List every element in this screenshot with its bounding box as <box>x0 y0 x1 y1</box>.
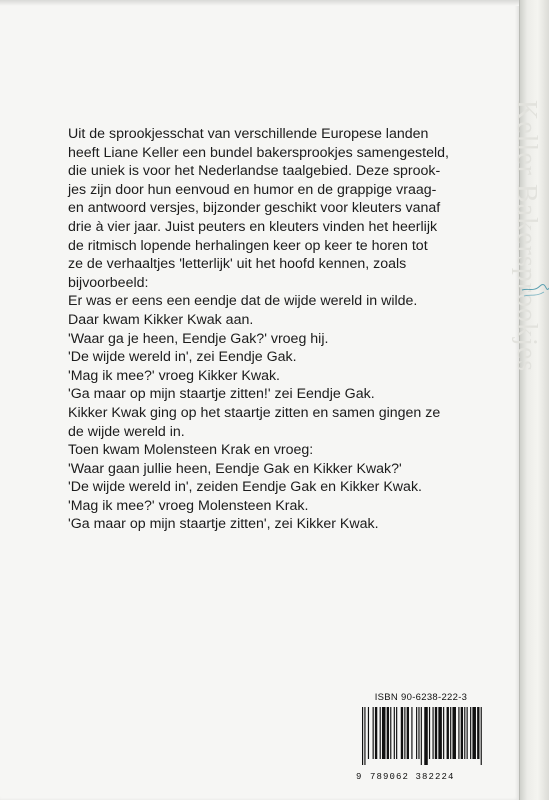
barcode-block <box>356 692 484 782</box>
story-line: 'Mag ik mee?' vroeg Molensteen Krak. <box>68 497 309 514</box>
barcode-bars <box>362 707 483 765</box>
story-line: 'De wijde wereld in', zeiden Eendje Gak en Kikker Kwak. <box>68 479 422 496</box>
spine-title: Keller Bakersprookjes <box>511 100 542 373</box>
intro-line: jes zijn door hun eenvoud en humor en de grappige vraag- <box>68 181 437 198</box>
intro-line: en antwoord versjes, bijzonder geschikt voor kleuters vanaf <box>68 200 441 217</box>
story-line: de wijde wereld in. <box>68 423 185 440</box>
story-line: Daar kwam Kikker Kwak aan. <box>68 311 254 328</box>
story-line: 'Ga maar op mijn staartje zitten', zei Kikker Kwak. <box>68 516 379 533</box>
isbn-label: ISBN 90-6238-222-3 <box>374 692 468 703</box>
intro-line: heeft Liane Keller een bundel bakersprookjes samengesteld, <box>68 144 449 161</box>
story-excerpt <box>68 292 472 534</box>
ean-first-digit: 9 <box>356 772 362 782</box>
story-line: 'Waar gaan jullie heen, Eendje Gak en Kikker Kwak?' <box>68 460 402 477</box>
story-line: 'De wijde wereld in', zei Eendje Gak. <box>68 349 297 366</box>
blurb-text <box>68 125 472 534</box>
story-line: 'Ga maar op mijn staartje zitten!' zei Eendje Gak. <box>68 386 375 403</box>
story-line: Kikker Kwak ging op het staartje zitten en samen gingen ze <box>68 404 441 421</box>
intro-line: bijvoorbeeld: <box>68 274 149 291</box>
intro-line: ze de verhaaltjes 'letterlijk' uit het hoofd kennen, zoals <box>68 256 407 273</box>
story-line: 'Waar ga je heen, Eendje Gak?' vroeg hij. <box>68 330 329 347</box>
intro-line: de ritmisch lopende herhalingen keer op keer te horen tot <box>68 237 428 254</box>
story-line: Toen kwam Molensteen Krak en vroeg: <box>68 442 314 459</box>
intro-line: drie à vier jaar. Juist peuters en kleuters vinden het heerlijk <box>68 218 438 235</box>
book-spine <box>511 0 549 800</box>
intro-line: die uniek is voor het Nederlandse taalgebied. Deze sprook- <box>68 163 441 180</box>
intro-paragraph <box>68 125 472 292</box>
story-line: 'Mag ik mee?' vroeg Kikker Kwak. <box>68 367 281 384</box>
story-line: Er was er eens een eendje dat de wijde wereld in wilde. <box>68 293 418 310</box>
ean-digits: 789062 382224 <box>370 772 455 782</box>
intro-line: Uit de sprookjesschat van verschillende Europese landen <box>68 126 429 142</box>
spine-scribble-mark <box>520 270 549 310</box>
